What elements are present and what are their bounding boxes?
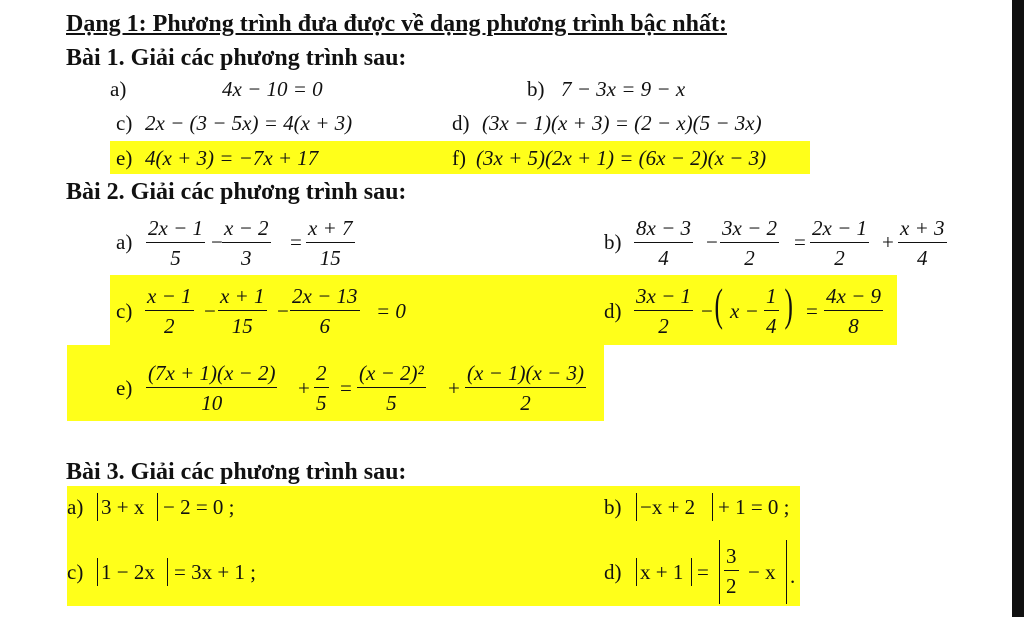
ex2-e-frac3: (x − 2)² 5	[359, 361, 424, 415]
ex3-c-abs-left	[97, 558, 98, 586]
ex3-a-abs-right	[157, 493, 158, 521]
ex1-c-label: c)	[116, 111, 133, 135]
ex2-e-op2: +	[448, 376, 460, 400]
ex3-a-abs-left	[97, 493, 98, 521]
ex1-c-equation: 2x − (3 − 5x) = 4(x + 3)	[145, 111, 353, 135]
ex2-e-op1: +	[298, 376, 310, 400]
ex3-b-tail: + 1 = 0 ;	[718, 495, 790, 519]
ex1-b-label: b)	[527, 77, 545, 101]
ex2-b-frac1: 8x − 3 4	[636, 216, 691, 270]
ex2-b-label: b)	[604, 230, 622, 254]
ex2-d-frac3: 4x − 9 8	[826, 284, 881, 338]
ex2-a-op1: −	[211, 230, 223, 254]
ex3-d-abs1-left	[636, 558, 637, 586]
ex2-b-frac4: x + 3 4	[900, 216, 945, 270]
ex2-c-tail: = 0	[376, 299, 406, 323]
ex3-c-inner: 1 − 2x	[101, 560, 155, 584]
ex2-a-frac1: 2x − 1 5	[148, 216, 203, 270]
ex2-d-frac2: 1 4	[766, 284, 777, 338]
ex3-a-label: a)	[67, 495, 84, 519]
ex1-title: Bài 1. Giải các phương trình sau:	[66, 45, 407, 71]
ex2-b-eq: =	[794, 230, 806, 254]
ex3-title: Bài 3. Giải các phương trình sau:	[66, 459, 407, 485]
ex3-d-end: .	[790, 564, 796, 588]
ex2-d-label: d)	[604, 299, 622, 323]
ex1-e-equation: 4(x + 3) = −7x + 17	[145, 146, 319, 170]
ex3-c-abs-right	[167, 558, 168, 586]
ex3-d-label: d)	[604, 560, 622, 584]
ex2-e-frac4: (x − 1)(x − 3) 2	[467, 361, 584, 415]
ex2-e-label: e)	[116, 376, 133, 400]
ex3-c-label: c)	[67, 560, 84, 584]
ex3-d-frac: 3 2	[726, 544, 737, 598]
ex3-b-inner: −x + 2	[640, 495, 696, 519]
ex2-b-op1: −	[706, 230, 718, 254]
ex2-a-frac2: x − 2 3	[224, 216, 269, 270]
ex2-d-frac1: 3x − 1 2	[636, 284, 691, 338]
ex1-b-equation: 7 − 3x = 9 − x	[561, 77, 686, 101]
ex3-b-label: b)	[604, 495, 622, 519]
ex2-d-left-paren: (	[714, 279, 723, 330]
ex3-c-tail: = 3x + 1 ;	[174, 560, 257, 584]
ex2-b-frac2: 3x − 2 2	[722, 216, 777, 270]
ex2-c-frac2: x + 1 15	[220, 284, 265, 338]
ex1-d-label: d)	[452, 111, 470, 135]
ex1-d-equation: (3x − 1)(x + 3) = (2 − x)(5 − 3x)	[482, 111, 762, 135]
ex3-a-inner: 3 + x	[101, 495, 145, 519]
ex3-d-inner: x + 1	[640, 560, 684, 584]
ex2-d-right-paren: )	[784, 279, 793, 330]
ex2-c-frac1: x − 1 2	[147, 284, 192, 338]
ex2-e-eq: =	[340, 376, 352, 400]
right-edge-bar	[1012, 0, 1024, 617]
ex2-c-label: c)	[116, 299, 133, 323]
ex3-d-abs2-left	[719, 540, 720, 604]
ex3-b-abs-left	[636, 493, 637, 521]
ex1-a-equation: 4x − 10 = 0	[222, 77, 323, 101]
ex3-a-tail: − 2 = 0 ;	[163, 495, 235, 519]
ex2-a-frac3: x + 7 15	[308, 216, 353, 270]
ex2-d-op1: −	[701, 299, 713, 323]
page-heading: Dạng 1: Phương trình đưa được về dạng phương trình bậc nhất:	[66, 11, 727, 37]
ex2-d-x: x −	[730, 299, 759, 323]
ex2-b-frac3: 2x − 1 2	[812, 216, 867, 270]
ex1-f-label: f)	[452, 146, 466, 170]
ex2-c-op1: −	[204, 299, 216, 323]
ex2-c-op2: −	[277, 299, 289, 323]
ex2-e-frac2: 2 5	[316, 361, 327, 415]
ex1-f-equation: (3x + 5)(2x + 1) = (6x − 2)(x − 3)	[476, 146, 767, 170]
ex1-e-label: e)	[116, 146, 133, 170]
ex2-d-eq: =	[806, 299, 818, 323]
ex2-a-eq: =	[290, 230, 302, 254]
ex2-c-frac3: 2x − 13 6	[292, 284, 358, 338]
ex3-d-eq: =	[697, 560, 709, 584]
ex2-a-label: a)	[116, 230, 133, 254]
ex1-a-label: a)	[110, 77, 127, 101]
ex3-d-abs1-right	[691, 558, 692, 586]
ex2-title: Bài 2. Giải các phương trình sau:	[66, 179, 407, 205]
ex3-d-rest: − x	[748, 560, 776, 584]
ex2-b-op2: +	[882, 230, 894, 254]
ex3-b-abs-right	[712, 493, 713, 521]
ex3-d-abs2-right	[786, 540, 787, 604]
ex2-e-frac1: (7x + 1)(x − 2) 10	[148, 361, 276, 415]
